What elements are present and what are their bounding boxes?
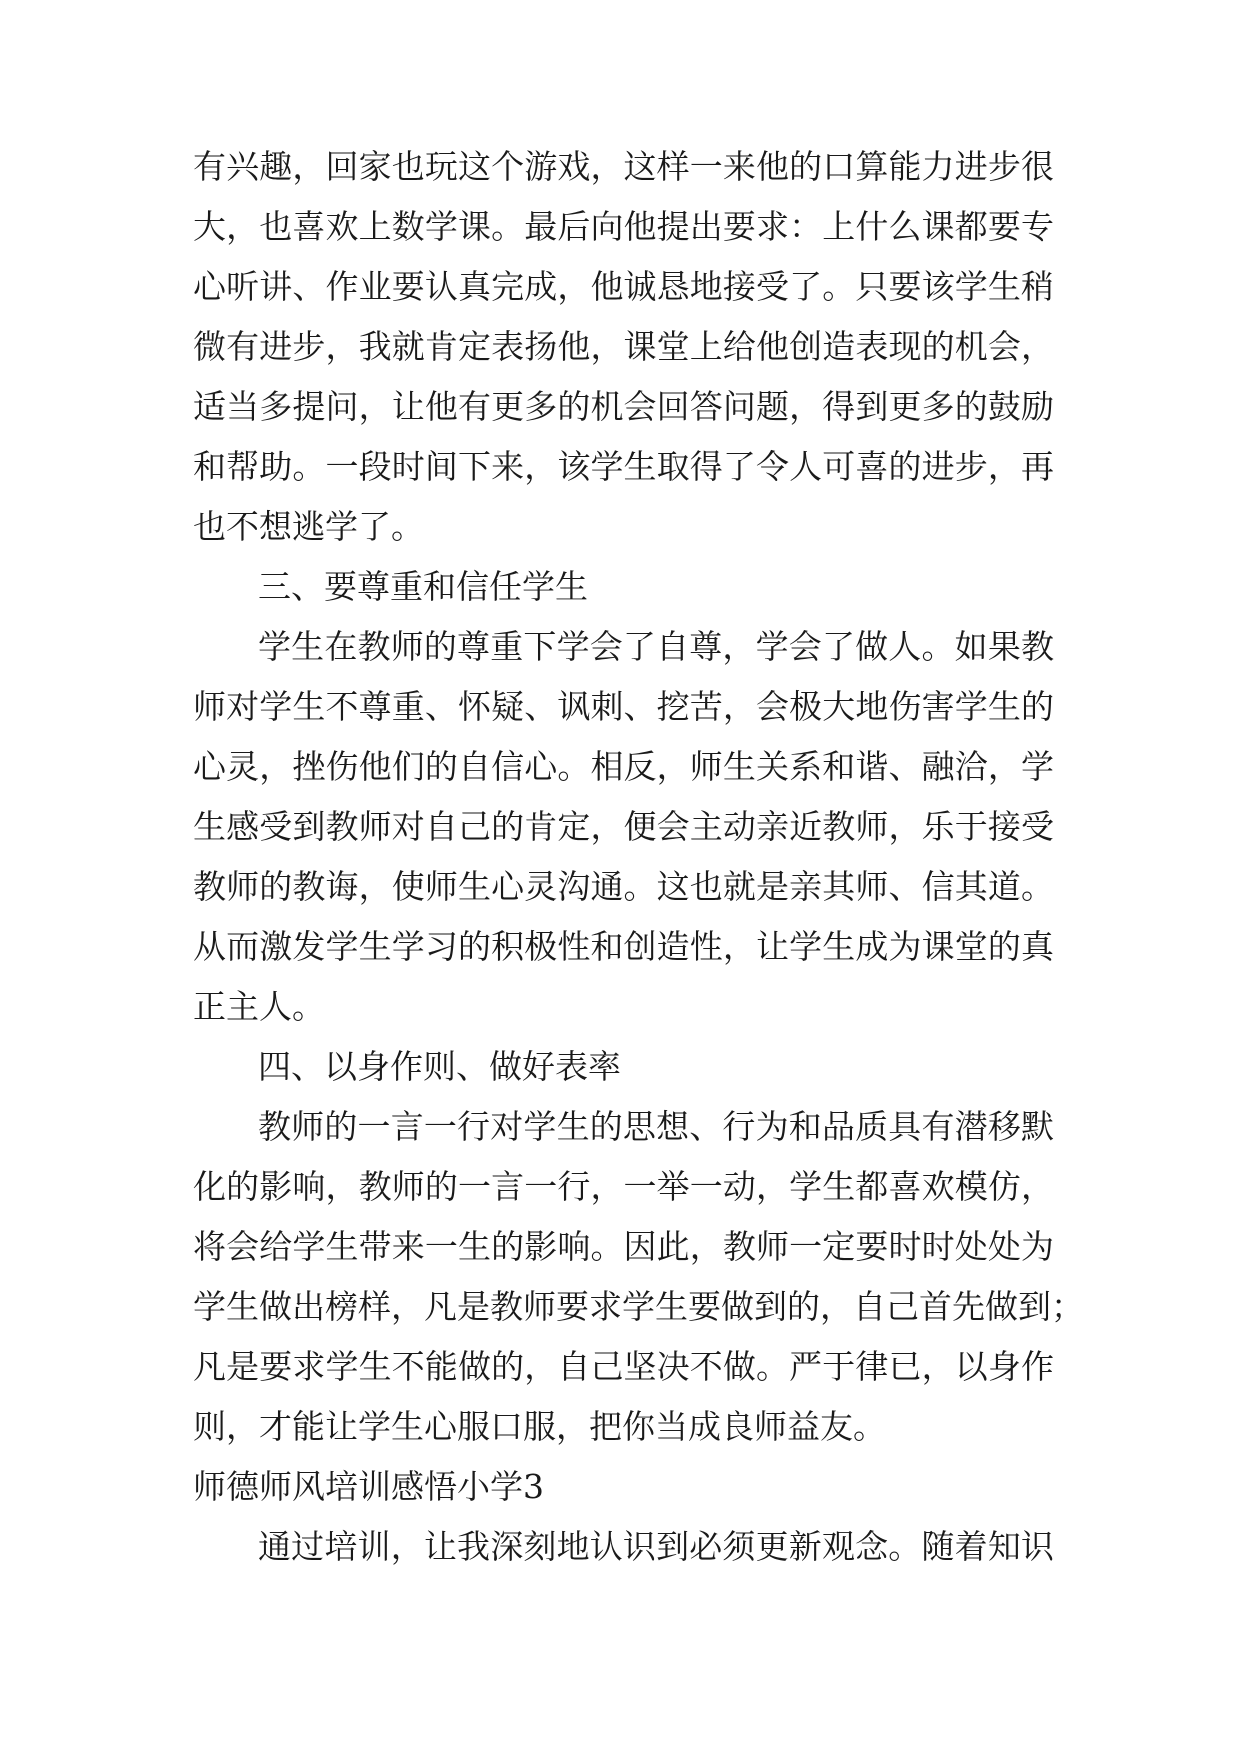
paragraph-line: 有兴趣，回家也玩这个游戏，这样一来他的口算能力进步很 bbox=[193, 147, 1054, 186]
section-heading: 三、要尊重和信任学生 bbox=[258, 567, 588, 606]
paragraph-line: 学生在教师的尊重下学会了自尊，学会了做人。如果教 bbox=[258, 627, 1054, 666]
paragraph-line: 适当多提问，让他有更多的机会回答问题，得到更多的鼓励 bbox=[193, 387, 1054, 426]
paragraph-line: 大，也喜欢上数学课。最后向他提出要求：上什么课都要专 bbox=[193, 207, 1054, 246]
paragraph-line: 正主人。 bbox=[193, 987, 325, 1026]
section-heading: 四、以身作则、做好表率 bbox=[258, 1047, 621, 1086]
paragraph-line: 凡是要求学生不能做的，自己坚决不做。严于律已，以身作 bbox=[193, 1347, 1054, 1386]
paragraph-line: 教师的教诲，使师生心灵沟通。这也就是亲其师、信其道。 bbox=[193, 867, 1054, 906]
paragraph-line: 微有进步，我就肯定表扬他，课堂上给他创造表现的机会， bbox=[193, 327, 1054, 366]
paragraph-line: 学生做出榜样，凡是教师要求学生要做到的，自己首先做到； bbox=[193, 1287, 1084, 1326]
paragraph-line: 心听讲、作业要认真完成，他诚恳地接受了。只要该学生稍 bbox=[193, 267, 1054, 306]
paragraph-line: 心灵，挫伤他们的自信心。相反，师生关系和谐、融洽，学 bbox=[193, 747, 1054, 786]
paragraph-line: 和帮助。一段时间下来，该学生取得了令人可喜的进步，再 bbox=[193, 447, 1054, 486]
article-title: 师德师风培训感悟小学3 bbox=[193, 1467, 544, 1506]
paragraph-line: 将会给学生带来一生的影响。因此，教师一定要时时处处为 bbox=[193, 1227, 1054, 1266]
paragraph-line: 通过培训，让我深刻地认识到必须更新观念。随着知识 bbox=[258, 1527, 1054, 1566]
paragraph-line: 教师的一言一行对学生的思想、行为和品质具有潜移默 bbox=[258, 1107, 1054, 1146]
paragraph-line: 师对学生不尊重、怀疑、讽刺、挖苦，会极大地伤害学生的 bbox=[193, 687, 1054, 726]
paragraph-line: 也不想逃学了。 bbox=[193, 507, 424, 546]
paragraph-line: 从而激发学生学习的积极性和创造性，让学生成为课堂的真 bbox=[193, 927, 1054, 966]
paragraph-line: 化的影响，教师的一言一行，一举一动，学生都喜欢模仿， bbox=[193, 1167, 1054, 1206]
paragraph-line: 则，才能让学生心服口服，把你当成良师益友。 bbox=[193, 1407, 886, 1446]
paragraph-line: 生感受到教师对自己的肯定，便会主动亲近教师，乐于接受 bbox=[193, 807, 1054, 846]
